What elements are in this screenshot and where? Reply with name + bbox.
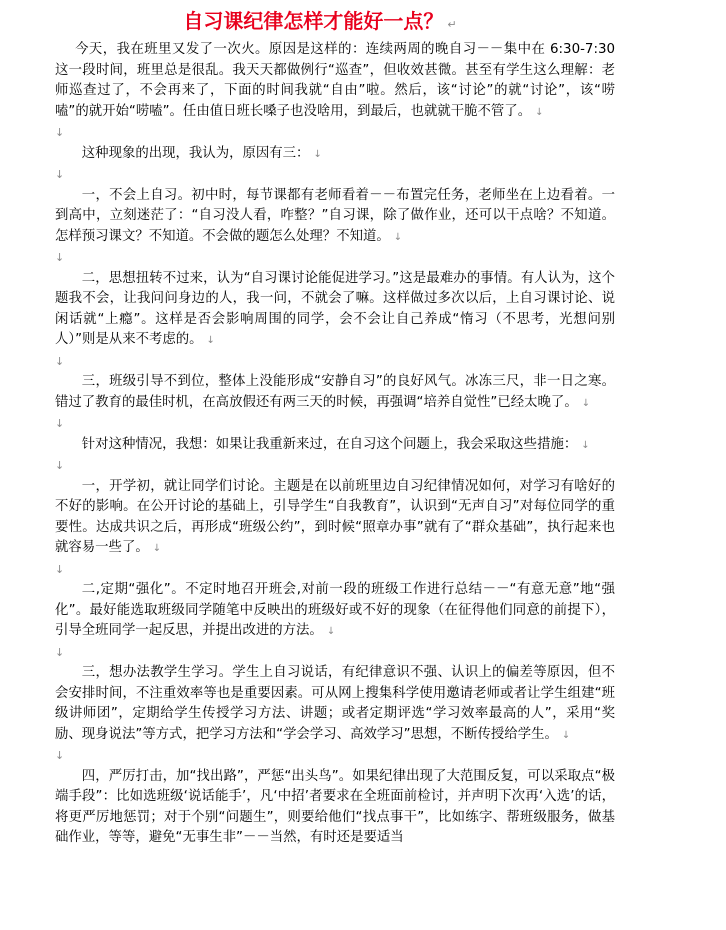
paragraph-mark: ↓: [55, 126, 65, 139]
paragraph-mark: ↓: [55, 417, 65, 430]
paragraph: 四，严厉打击，加“找出路”，严惩“出头鸟”。如果纪律出现了大范围反复，可以采取点“极端手段”：比如选班级‘说话能手’，凡‘中招’者要求在全班面前检讨，并声明下次再‘入选’的话，将更严厉地惩罚；对于个别“问题生”，则要给他们“找点事干”，比如练字、帮班级服务，做基础作业，等等，避免“无事生非”－－当然，有时还是要适当: [55, 768, 615, 845]
paragraph: 三，想办法教学生学习。学生上自习说话，有纪律意识不强、认识上的偏差等原因，但不会安排时间，不注重效率等也是重要因素。可从网上搜集科学使用邀请老师或者让学生组建“班级讲师团”，定期给学生传授学习方法、讲题；或者定期评选“学习效率最高的人”，采用“奖励、现身说法”等方式，把学习方法和“学会学习、高效学习”思想，不断传授给学生。 ↓: [55, 665, 615, 742]
paragraph: 这种现象的出现，我认为，原因有三： ↓: [81, 145, 322, 161]
return-mark: ↵: [447, 18, 457, 31]
title-text: 自习课纪律怎样才能好一点？: [183, 9, 444, 33]
paragraph-mark: ↓: [55, 562, 65, 576]
paragraph-mark: ↓: [55, 251, 65, 264]
blank-line: [55, 643, 615, 664]
paragraph-mark: ↓: [55, 459, 65, 472]
paragraph: 针对这种情况，我想：如果让我重新来过，在自习这个问题上，我会采取这些措施： ↓: [81, 436, 590, 452]
document-title: [0, 6, 640, 40]
blank-line: [55, 414, 615, 435]
paragraph-mark: ↓: [152, 543, 162, 554]
blank-line: [55, 165, 615, 186]
paragraph-mark: ↓: [55, 749, 65, 762]
paragraph: 今天，我在班里又发了一次火。原因是这样的：连续两周的晚自习－－集中在 6:30-7:30 这一段时间，班里总是很乱。我天天都做例行“巡查”，但收效甚微。甚至有学生这么理解：老师巡查过了，不会再来了，下面的时间我就“自由”啦。然后，该“讨论”的就“讨论”，该“唠嗑”的就开始“唠嗑”。任由值日班长嗓子也没啥用，到最后，也就就干脆不管了。 ↓: [55, 42, 615, 119]
paragraph-mark: ↓: [313, 148, 322, 160]
blank-line: [55, 248, 615, 269]
blank-line: [55, 123, 615, 144]
paragraph: 二,定期“强化”。不定时地召开班会,对前一段的班级工作进行总结－－“有意无意”地“强化”。最好能选取班级同学随笔中反映出的班级好或不好的现象（在征得他们同意的前提下），引导全班同学一起反思，并提出改进的方法。 ↓: [55, 582, 615, 638]
blank-line: [55, 560, 615, 581]
paragraph: 一，不会上自习。初中时，每节课都有老师看着－－布置完任务，老师坐在上边看着。一到高中，立刻迷茫了：“自习没人看，咋整？”自习课，除了做作业，还可以干点啥？不知道。怎样预习课文？不知道。不会做的题怎么处理？不知道。 ↓: [55, 187, 615, 244]
paragraph-mark: ↓: [55, 168, 65, 181]
paragraph-mark: ↓: [535, 106, 544, 118]
paragraph: 三，班级引导不到位，整体上没能形成“安静自习”的良好风气。冰冻三尺，非一日之寒。错过了教育的最佳时机，在高放假还有两三天的时候，再强调“培养自觉性”已经太晚了。 ↓: [55, 374, 615, 410]
paragraph: 二，思想扭转不过来，认为“自习课讨论能促进学习。”这是最难办的事情。有人认为，这个题我不会，让我问问身边的人，我一问，不就会了嘛。这样做过多次以后，上自习课讨论、说闲话就“上瘾”。这样是否会影响周围的同学，会不会让自己养成“惰习（不思考，光想问别人）”则是从来不考虑的。 ↓: [55, 270, 615, 347]
paragraph-mark: ↓: [581, 439, 590, 451]
paragraph-mark: ↓: [55, 354, 65, 368]
blank-line: [55, 746, 615, 767]
blank-line: [55, 352, 615, 373]
paragraph-mark: ↓: [206, 335, 215, 346]
paragraph-mark: ↓: [393, 231, 403, 243]
blank-line: [55, 456, 615, 477]
paragraph-mark: ↓: [561, 729, 571, 741]
paragraph-mark: ↓: [581, 397, 591, 409]
paragraph-mark: ↓: [326, 626, 336, 637]
paragraph: 一，开学初，就让同学们讨论。主题是在以前班里边自习纪律情况如何，对学习有啥好的不好的影响。在公开讨论的基础上，引导学生“自我教育”，认识到“无声自习”对每位同学的重要性。达成共识之后，再形成“班级公约”，到时候“照章办事”就有了“群众基础”，执行起来也就容易一些了。 ↓: [55, 478, 615, 555]
document-body: [55, 40, 615, 849]
paragraph-mark: ↓: [55, 645, 65, 659]
